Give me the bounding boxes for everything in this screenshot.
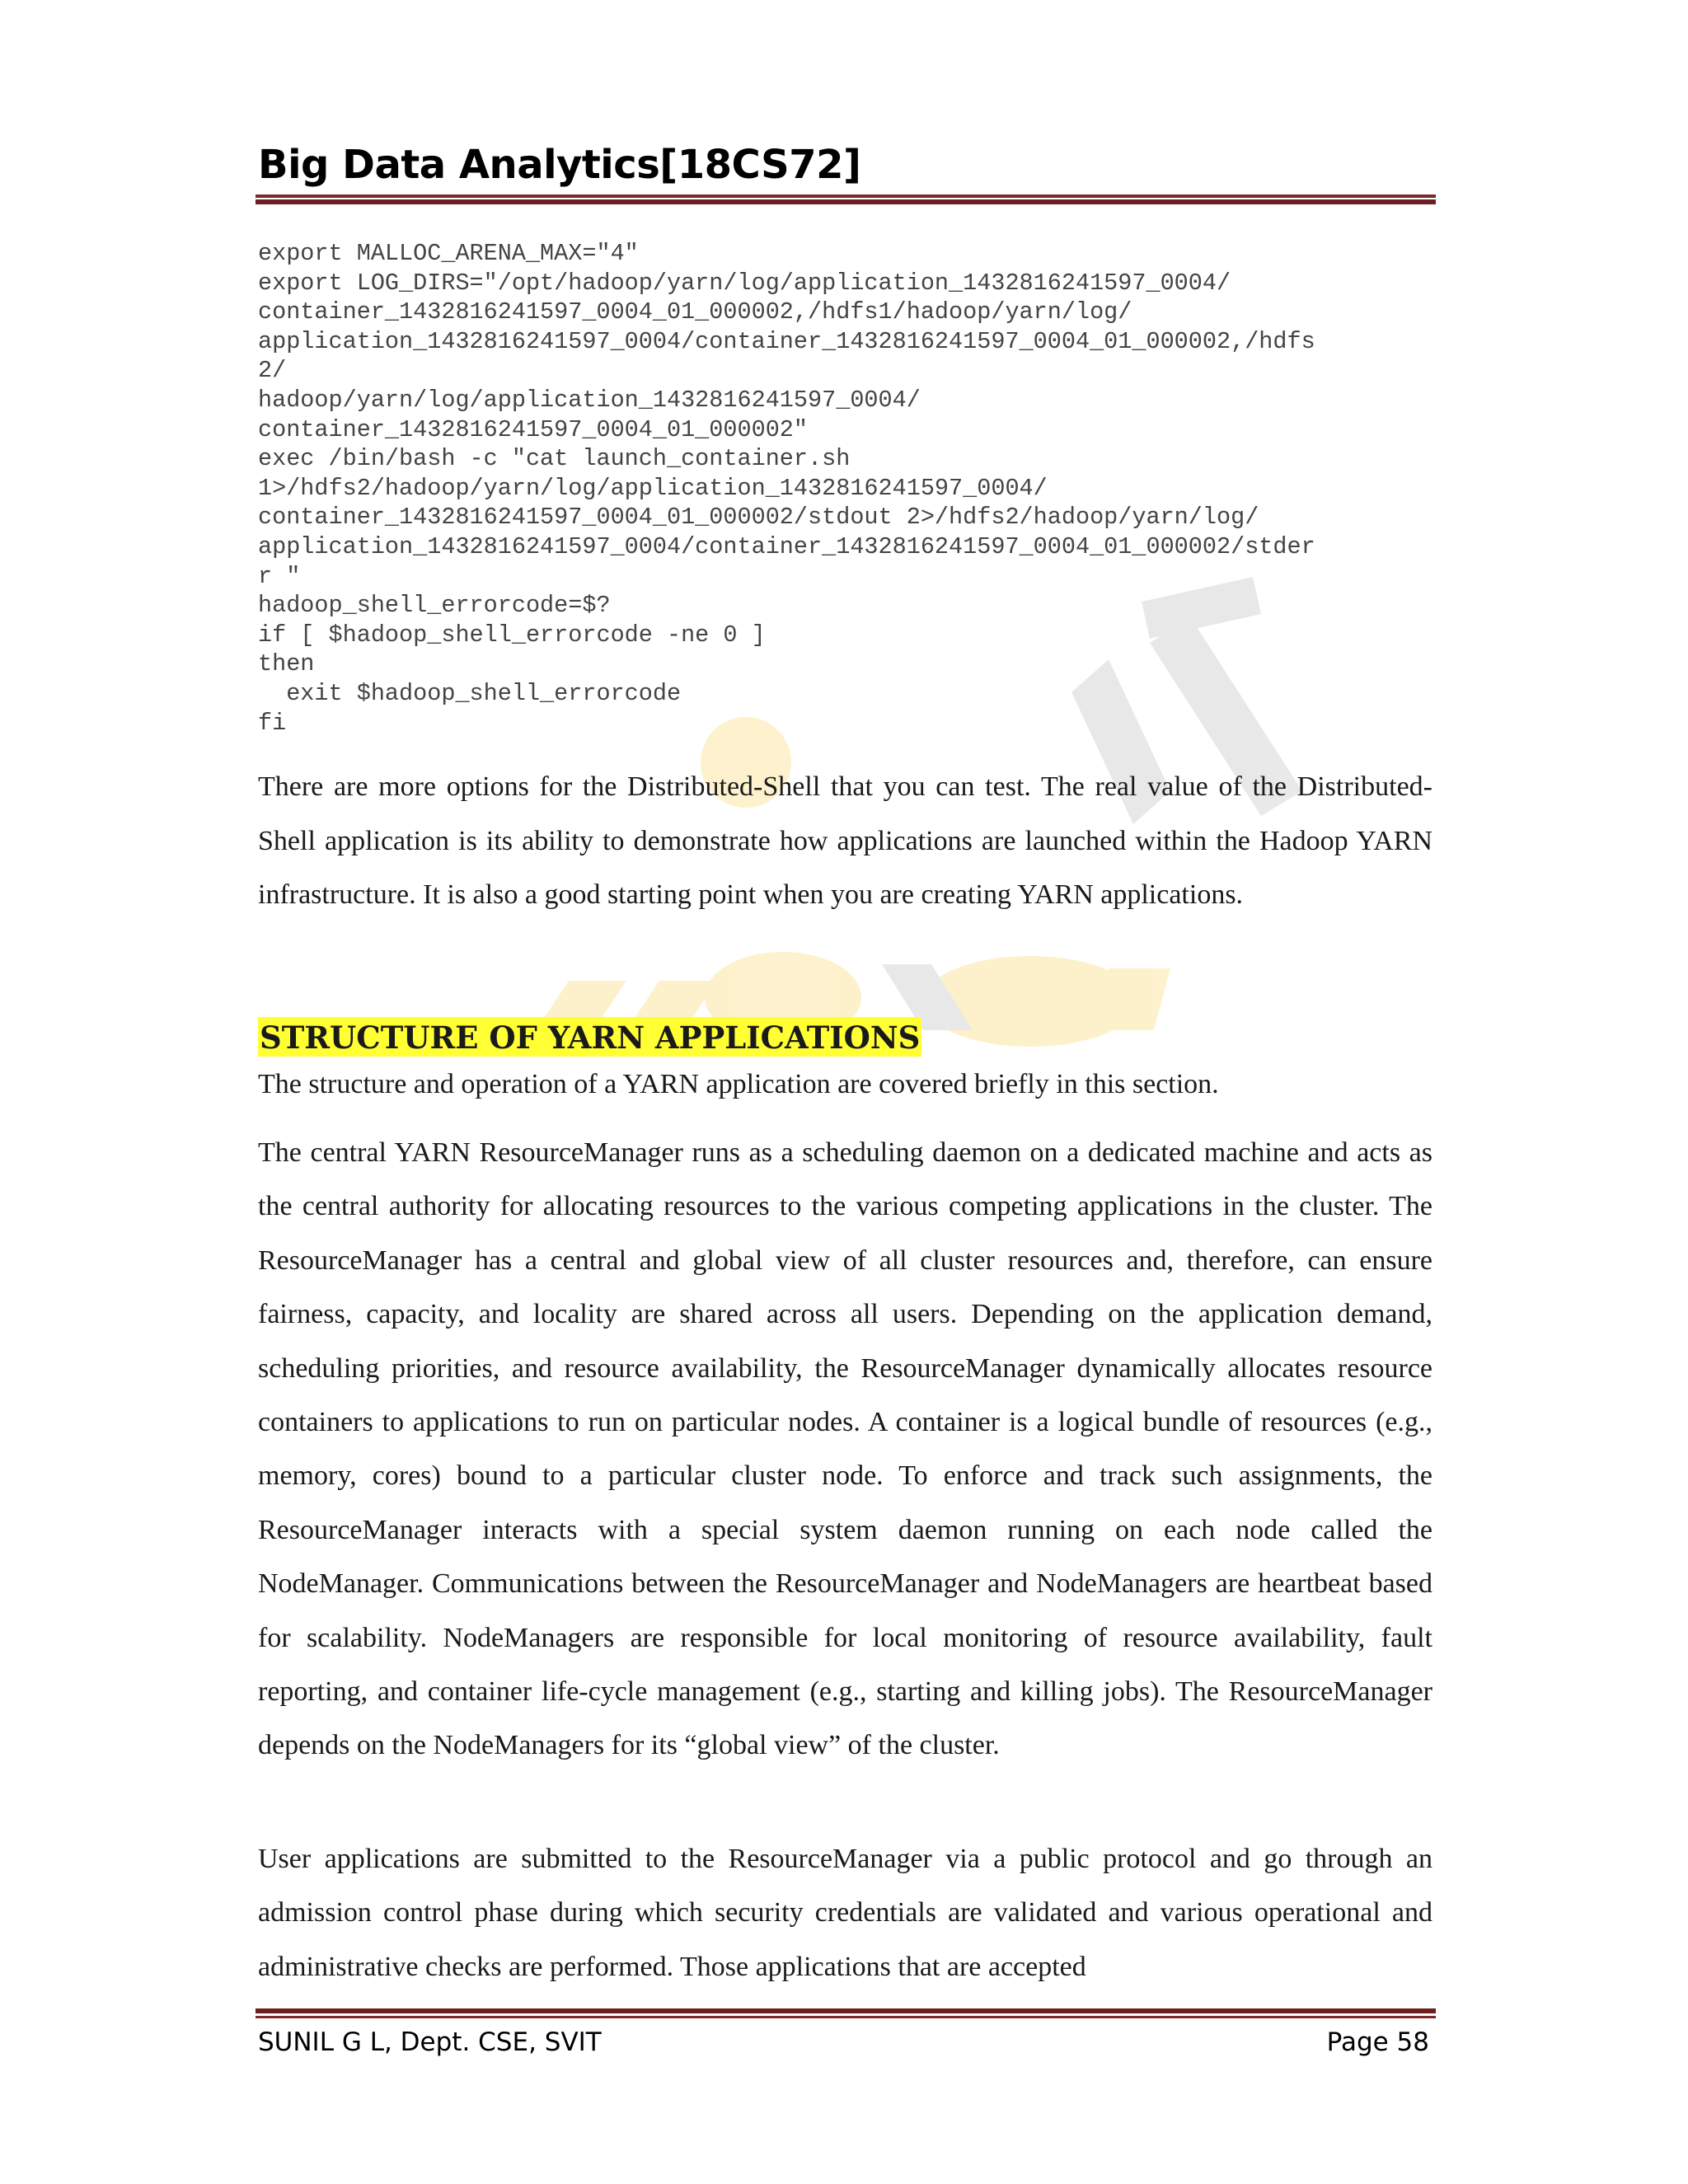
paragraph-user-applications: User applications are submitted to the ResourceManager via a public protocol and go through an admission control phase during which security credentials are validated and various operational and administrative checks are performed. Those applications that are accepted <box>258 1844 1432 1982</box>
code-line: fi <box>258 709 287 737</box>
code-line: r " <box>258 562 301 590</box>
code-line: container_1432816241597_0004_01_000002/stdout 2>/hdfs2/hadoop/yarn/log/ <box>258 504 1259 532</box>
header-rule-thick <box>256 199 1436 204</box>
footer-author: SUNIL G L, Dept. CSE, SVIT <box>258 2027 602 2057</box>
section-intro: The structure and operation of a YARN application are covered briefly in this section. <box>258 1069 1219 1099</box>
code-line: hadoop_shell_errorcode=$? <box>258 592 611 620</box>
footer-rule-thin <box>256 2016 1436 2018</box>
code-line: export MALLOC_ARENA_MAX="4" <box>258 240 639 267</box>
code-line: exec /bin/bash -c "cat launch_container.sh <box>258 445 851 473</box>
code-line: then <box>258 650 315 678</box>
code-block <box>258 239 1445 738</box>
footer-page-number: Page 58 <box>1326 2027 1429 2057</box>
section-heading: STRUCTURE OF YARN APPLICATIONS <box>258 1017 921 1057</box>
code-line: hadoop/yarn/log/application_1432816241597_0004/ <box>258 386 921 414</box>
code-line: 2/ <box>258 357 287 385</box>
code-line: if [ $hadoop_shell_errorcode -ne 0 ] <box>258 621 766 649</box>
paragraph-resourcemanager: The central YARN ResourceManager runs as a scheduling daemon on a dedicated machine and acts as the central authority for allocating resources to the various competing applications in the cluster. The ResourceManager has a central and global view of all cluster resources and, therefore, can ensure fairness, capacity, and locality are shared across all users. Depending on the application demand, scheduling priorities, and resource availability, the ResourceManager dynamically allocates resource containers to applications to run on particular nodes. A container is a logical bundle of resources (e.g., memory, cores) bound to a particular cluster node. To enforce and track such assignments, the ResourceManager interacts with a special system daemon running on each node called the NodeManager. Communications between the ResourceManager and NodeManagers are heartbeat based for scalability. NodeManagers are responsible for local monitoring of resource availability, fault reporting, and container life-cycle management (e.g., starting and killing jobs). The ResourceManager depends on the NodeManagers for its “global view” of the cluster. <box>258 1137 1432 1761</box>
code-line: application_1432816241597_0004/container_1432816241597_0004_01_000002,/hdfs <box>258 327 1315 355</box>
page-header-title: Big Data Analytics[18CS72] <box>258 142 861 188</box>
code-line: 1>/hdfs2/hadoop/yarn/log/application_1432816241597_0004/ <box>258 474 1048 502</box>
code-line: application_1432816241597_0004/container_1432816241597_0004_01_000002/stder <box>258 532 1315 560</box>
header-rule-thin <box>256 194 1436 198</box>
paragraph-distributed-shell: There are more options for the Distributed-Shell that you can test. The real value of the Distributed-Shell application is its ability to demonstrate how applications are launched within the Hadoop YARN infrastructure. It is also a good starting point when you are creating YARN applications. <box>258 771 1432 910</box>
code-line: exit $hadoop_shell_errorcode <box>258 679 682 707</box>
code-line: export LOG_DIRS="/opt/hadoop/yarn/log/application_1432816241597_0004/ <box>258 269 1231 297</box>
footer-rule-thick <box>256 2008 1436 2013</box>
code-line: container_1432816241597_0004_01_000002" <box>258 415 809 443</box>
code-line: container_1432816241597_0004_01_000002,/hdfs1/hadoop/yarn/log/ <box>258 298 1132 326</box>
